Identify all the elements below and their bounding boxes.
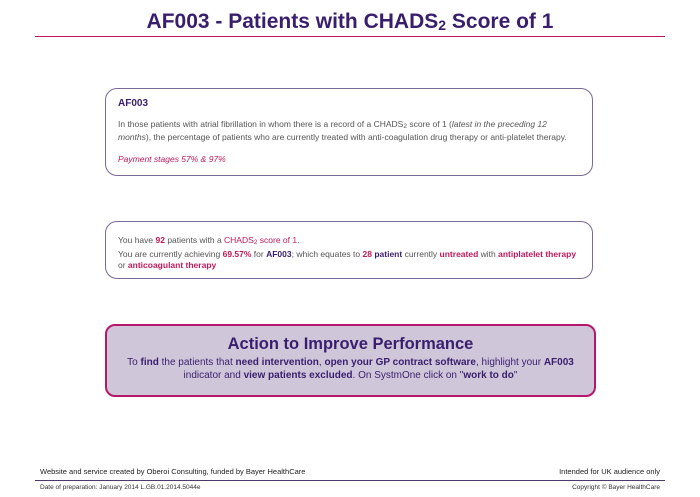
footer-prep-date: Date of preparation: January 2014 L.GB.01.2014.5044e	[40, 484, 201, 491]
untreated-count: 28	[362, 248, 372, 259]
indicator-heading: AF003	[118, 98, 149, 109]
chads-score-label: $CHADS_2$ score of 1	[224, 235, 298, 246]
title-divider	[35, 36, 665, 37]
antiplatelet-therapy: antiplatelet therapy	[498, 248, 577, 259]
footer-copyright: Copyright © Bayer HealthCare	[572, 484, 660, 491]
patient-stats-box	[105, 221, 593, 279]
action-heading: Action to Improve Performance	[227, 335, 474, 353]
patient-count: 92	[155, 235, 165, 245]
footer-divider	[35, 480, 665, 481]
indicator-description: In those patients with atrial fibrillation in whom there is a record of a $CHADS_2$ score of 1 (latest in the preceding 12 months), the percentage of patients who are currently treated with anti-coagulation drug therapy or anti-platelet therapy.	[118, 118, 567, 142]
achievement-line: You are currently achieving 69.57% for AF003; which equates to 28 patient currently untreated with antiplatelet therapy or anticoagulant therapy	[118, 248, 577, 270]
action-panel	[105, 324, 596, 397]
page-title: AF003 - Patients with $CHADS_2$ Score of 1	[146, 10, 554, 33]
indicator-code: AF003	[266, 248, 292, 259]
payment-stages: Payment stages 57% & 97%	[118, 153, 226, 164]
patient-count-line: You have 92 patients with a $CHADS_2$ score of 1.	[118, 235, 300, 246]
action-instructions: To find the patients that need intervention, open your GP contract software, highlight your AF003 indicator and view patients excluded. On SystmOne click on "work to do"	[127, 357, 574, 381]
oberoi-link[interactable]: Oberoi Consulting	[146, 467, 207, 476]
anticoagulant-therapy: anticoagulant therapy	[127, 260, 217, 270]
footer-audience: Intended for UK audience only	[559, 467, 660, 476]
achievement-percent: 69.57%	[222, 248, 252, 259]
indicator-description-box	[105, 88, 593, 176]
footer-credit: Website and service created by Oberoi Consulting, funded by Bayer HealthCare	[40, 467, 306, 476]
